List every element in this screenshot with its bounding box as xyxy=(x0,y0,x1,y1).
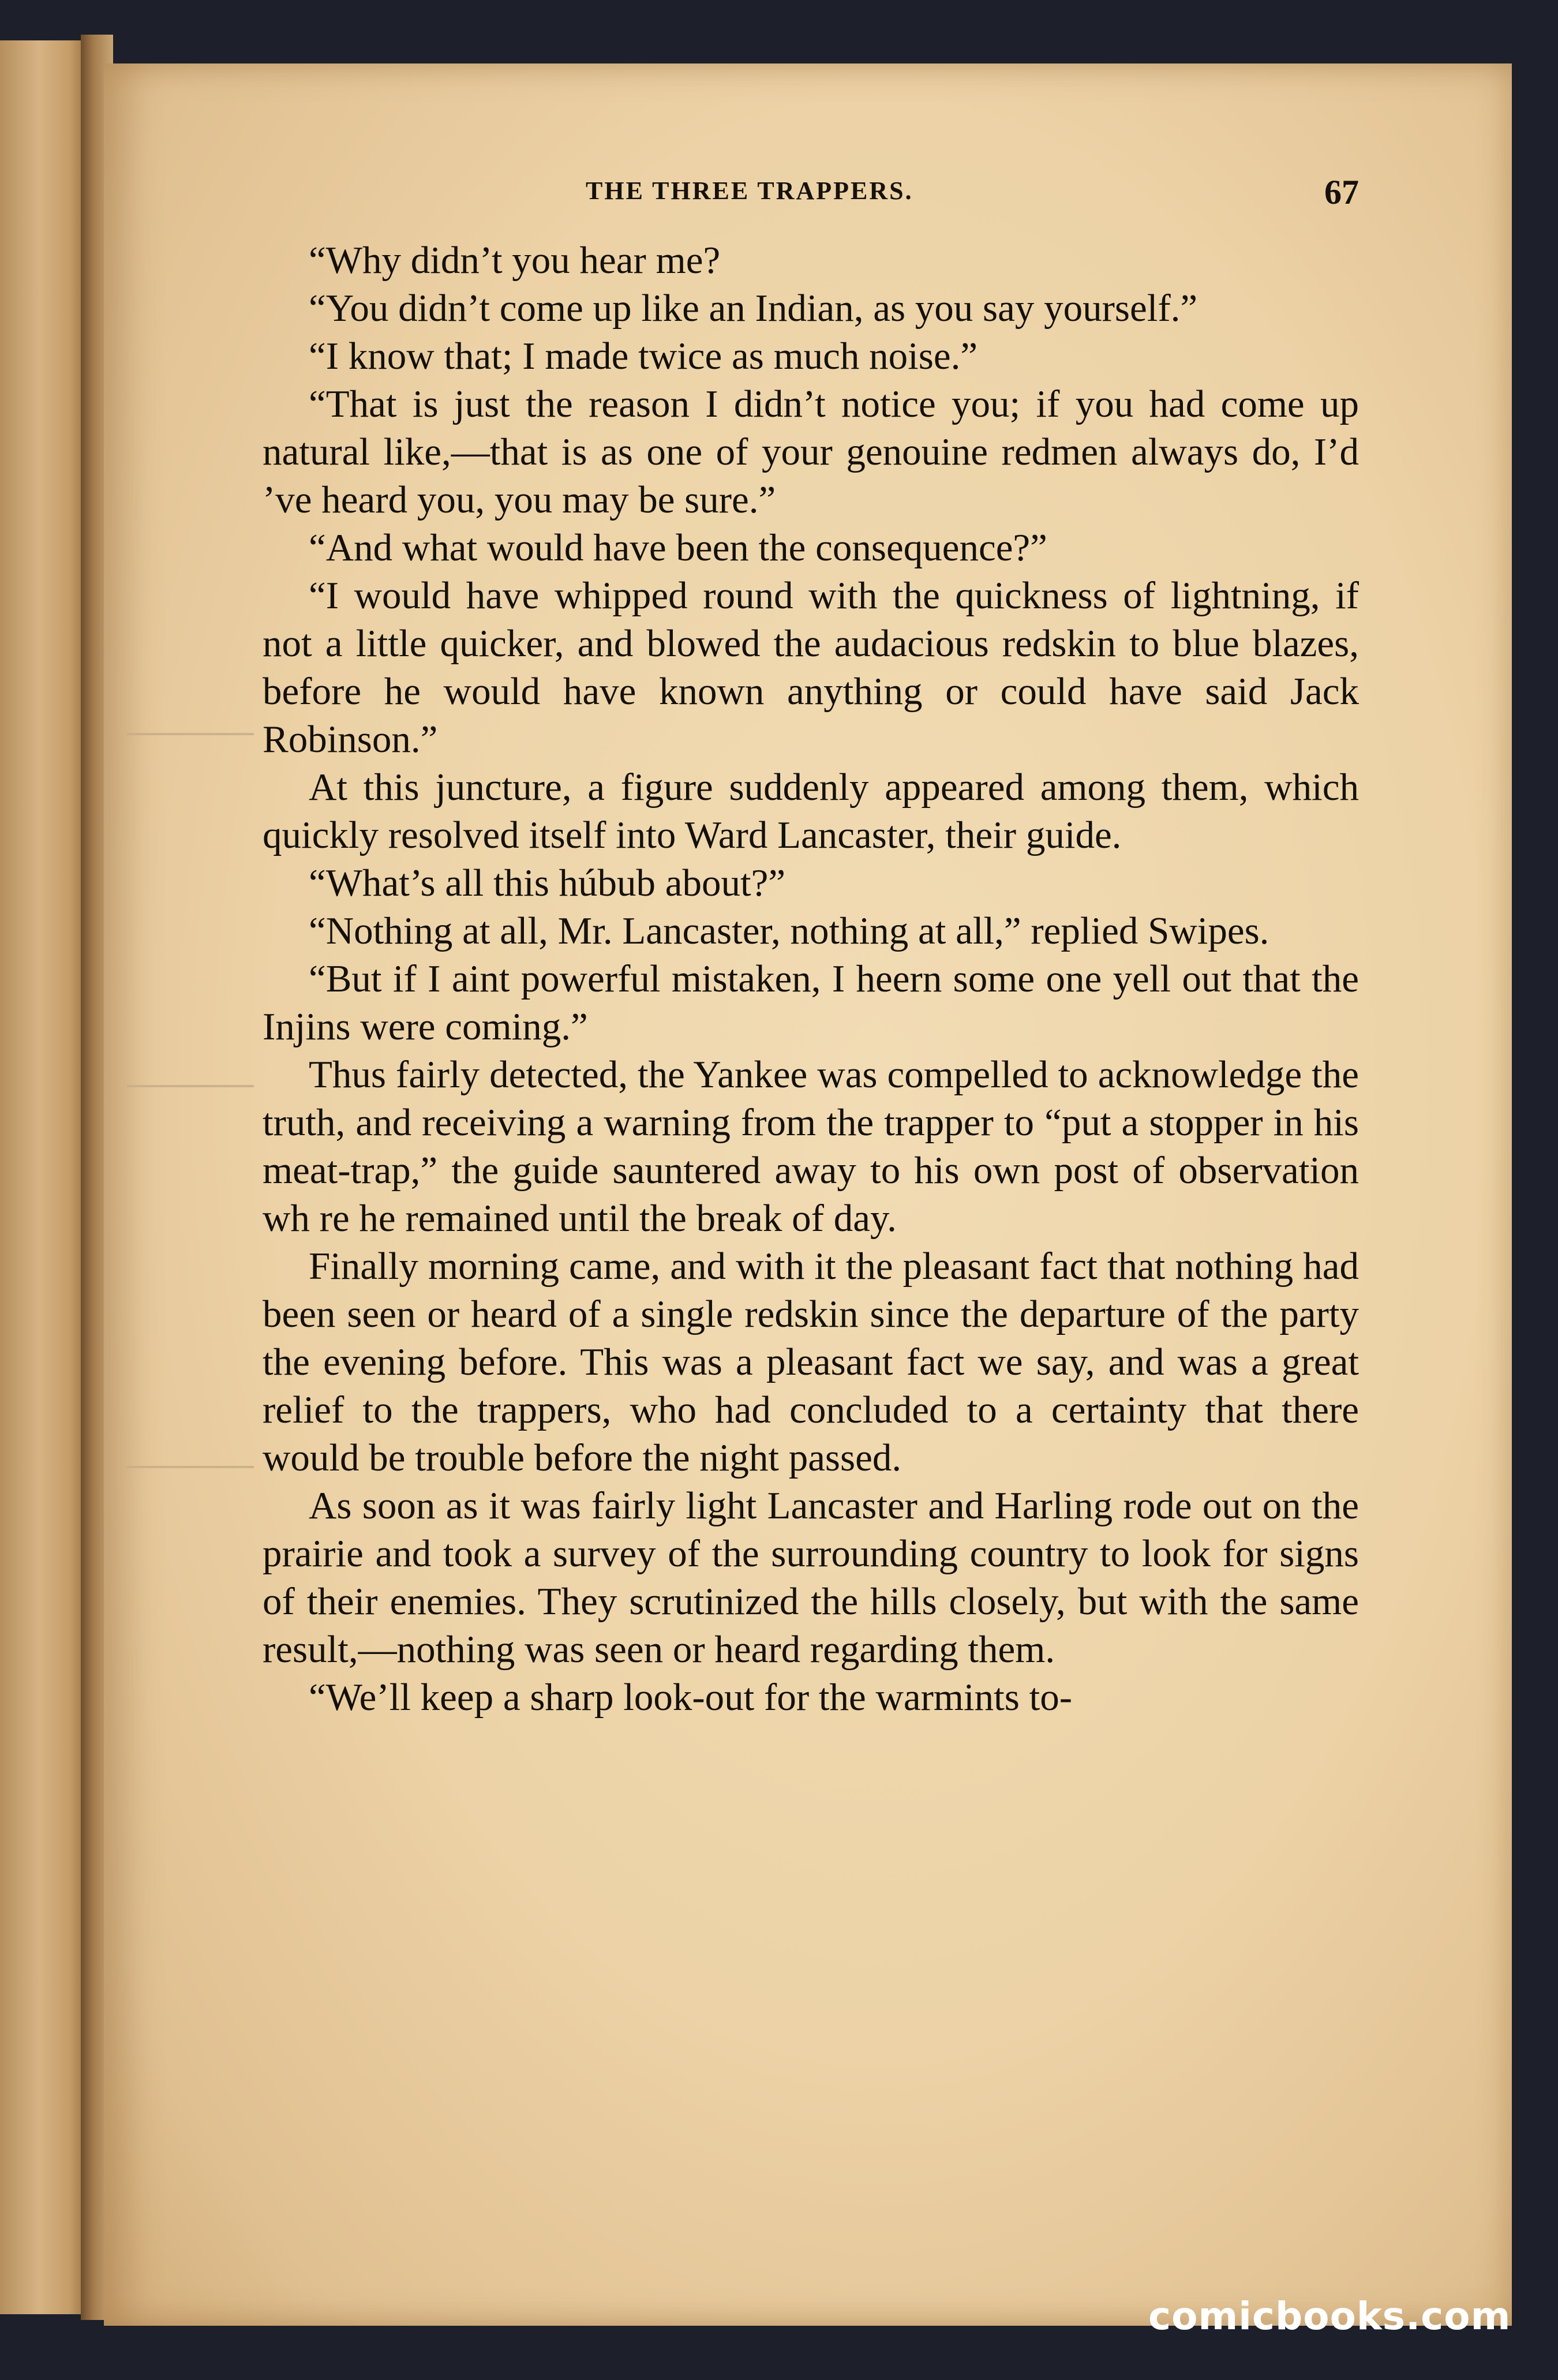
page-number: 67 xyxy=(1324,173,1359,211)
paragraph: “And what would have been the consequence?” xyxy=(309,526,1047,569)
site-watermark: comicbooks.com xyxy=(1148,2294,1511,2338)
running-head: THE THREE TRAPPERS. xyxy=(586,177,913,205)
paragraph: “I would have whipped round with the quickness of lightning, if not a little quicker, and blowed the audacious redskin to blue blazes, before he would have known anything or could have said Jack Robinson.” xyxy=(263,574,1359,761)
paragraph: “We’ll keep a sharp look-out for the warmints to- xyxy=(309,1676,1073,1719)
facing-page-edge xyxy=(0,40,87,2314)
binding-thread xyxy=(127,1466,254,1468)
binding-thread xyxy=(127,733,254,735)
binding-thread xyxy=(127,1085,254,1087)
paragraph: “I know that; I made twice as much noise.” xyxy=(309,335,978,377)
paragraph: “That is just the reason I didn’t notice you; if you had come up natural like,—that is as one of your genouine redmen always do, I’d ’ve heard you, you may be sure.” xyxy=(263,383,1359,521)
paragraph: Finally morning came, and with it the pleasant fact that nothing had been seen or heard of a single redskin since the departure of the party the evening before. This was a pleasant fact we say, and was a great relief to the trappers, who had concluded to a certainty that there would be trouble before the night passed. xyxy=(263,1245,1359,1479)
paragraph: As soon as it was fairly light Lancaster and Harling rode out on the prairie and took a survey of the surrounding country to look for signs of their enemies. They scrutinized the hills closely, but with the same result,—nothing was seen or heard regarding them. xyxy=(263,1484,1359,1671)
paragraph: “Nothing at all, Mr. Lancaster, nothing at all,” replied Swipes. xyxy=(309,910,1269,952)
paragraph: “Why didn’t you hear me? xyxy=(309,239,721,282)
paragraph: “What’s all this húbub about?” xyxy=(309,862,786,904)
paragraph: “But if I aint powerful mistaken, I heern some one yell out that the Injins were coming.” xyxy=(263,957,1359,1048)
paragraph: At this juncture, a figure suddenly appeared among them, which quickly resolved itself into Ward Lancaster, their guide. xyxy=(263,766,1359,856)
paragraph: Thus fairly detected, the Yankee was compelled to acknowledge the truth, and receiving a warning from the trapper to “put a stopper in his meat-trap,” the guide sauntered away to his own post of observation wh re he remained until the break of day. xyxy=(263,1053,1359,1240)
body-text xyxy=(263,237,1359,1722)
paragraph: “You didn’t come up like an Indian, as you say yourself.” xyxy=(309,287,1198,330)
